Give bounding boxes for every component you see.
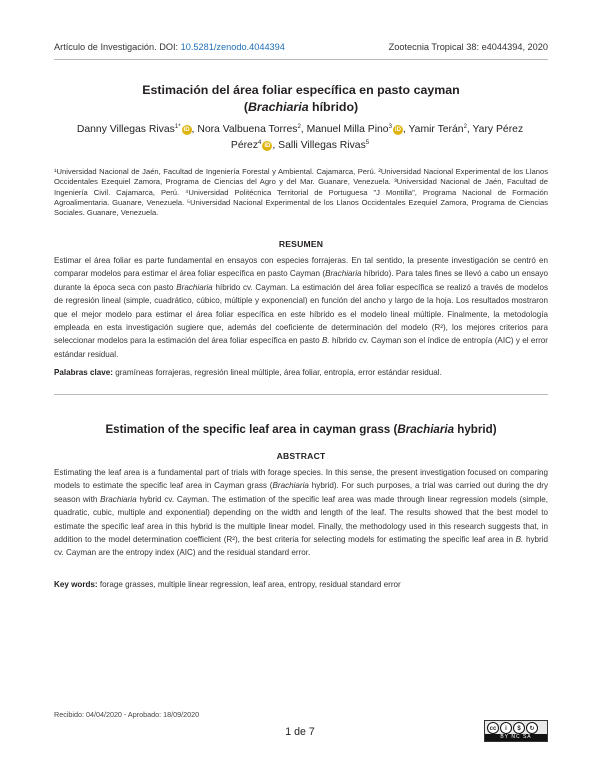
author-name: Nora Valbuena Torres$^2$	[197, 124, 301, 135]
author-name: Manuel Milla Pino$^3$ iD	[306, 124, 401, 135]
section-divider	[54, 394, 548, 395]
author-name: Danny Villegas Rivas$^{1*}$ iD	[76, 124, 190, 135]
author-affiliation-marker: 3	[388, 124, 392, 130]
article-title: Estimación del área foliar específica en pasto cayman (Brachiaria híbrido)	[142, 83, 460, 114]
received-approved-dates: Recibido: 04/04/2020 - Aprobado: 18/09/2020	[54, 710, 200, 719]
cc-license-badge[interactable]	[484, 720, 548, 742]
abstract-heading: ABSTRACT	[276, 451, 326, 461]
author-affiliation-marker: 2	[463, 124, 467, 130]
license-label: BY NC SA	[485, 734, 547, 741]
journal-citation: Zootecnia Tropical 38: e4044394, 2020	[388, 42, 548, 52]
sharealike-icon: ↻	[526, 722, 538, 734]
orcid-icon[interactable]: iD	[394, 127, 401, 133]
author-affiliation-marker: 4	[258, 140, 262, 146]
running-header	[54, 42, 548, 58]
author-list: Danny Villegas Rivas$^{1*}$ iD , Nora Valbuena Torres$^2$, Manuel Milla Pino$^3$ iD , Yamir Terán$^2$, Yary Pérez Pérez$^4$ iD , Salli Villegas Rivas$^5$	[76, 124, 524, 151]
affiliations: ¹Universidad Nacional de Jaén, Facultad de Ingeniería Forestal y Ambiental. Cajamarca, Perú. ²Universidad Nacional Experimental de los Llanos Occidentales Ezequiel Zamora, Programa de Ciencias del Agro y del Mar. Guanare, Venezuela. ³Universidad Nacional de Jaén, Facultad de Ingeniería Civil. Cajamarca, Perú. ⁴Universidad Politécnica Territorial de Portuguesa "J Montilla", Programa Nacional de Formación Agroalimentaria. Guanare, Venezuela. ⁵Universidad Nacional Experimental de los Llanos Occidentales Ezequiel Zamora, Programa de Ciencias Sociales. Guanare, Venezuela.	[54, 167, 548, 218]
author-affiliation-marker: 2	[297, 124, 301, 130]
author-name: Yary Pérez Pérez$^4$ iD	[230, 124, 524, 151]
cc-icon: cc	[487, 722, 499, 734]
page-number: 1 de 7	[285, 726, 315, 738]
article-type: Artículo de Investigación. DOI: 10.5281/zenodo.4044394	[54, 42, 285, 52]
header-divider	[54, 59, 548, 60]
resumen-text: Estimar el área foliar es parte fundamental en ensayos con especies forrajeras. En tal sentido, la presente investigación se centró en comparar modelos para estimar el área foliar específica en pasto Cayman (Brachiaria híbrido). Para tales fines se llevó a cabo un ensayo durante la época seca con pasto Brachiaria híbrido cv. Cayman. La estimación del área foliar específica se realizó a través de modelos de regresión lineal (simple, cuadrático, cúbico, múltiple y exponencial) en función del ancho y largo de la hoja. Los resultados mostraron que el mejor modelo para estimar el área foliar específica en este híbrido es el modelo lineal múltiple. Finalmente, la metodología empleada en esta investigación sugiere que, además del coeficiente de determinación del modelo (R²), los mejores criterios para seleccionar modelos para la estimación del área foliar específica en pasto B. híbrido cv. Cayman son el índice de entropía (AIC) y el error estándar residual.	[54, 256, 549, 359]
key-words: Key words: forage grasses, multiple linear regression, leaf area, entropy, residual standard error	[54, 580, 401, 589]
english-title: Estimation of the specific leaf area in cayman grass (Brachiaria hybrid)	[105, 423, 497, 436]
resumen-heading: RESUMEN	[278, 239, 324, 249]
author-affiliation-marker: 1*	[174, 124, 181, 130]
noncommercial-icon: $	[513, 722, 525, 734]
author-affiliation-marker: 5	[365, 140, 370, 146]
doi-link[interactable]: 10.5281/zenodo.4044394	[180, 42, 285, 52]
author-name: Yamir Terán$^2$	[408, 124, 467, 135]
palabras-clave: Palabras clave: gramíneas forrajeras, regresión lineal múltiple, área foliar, entropía, error estándar residual.	[54, 368, 442, 377]
orcid-icon[interactable]: iD	[264, 143, 271, 149]
attribution-icon: i	[500, 722, 512, 734]
orcid-icon[interactable]: iD	[183, 127, 190, 133]
abstract-text: Estimating the leaf area is a fundamental part of trials with forage species. In this sense, the present investigation focused on comparing models to estimate the specific leaf area in Cayman grass (Brachiaria hybrid). For such purposes, a trial was carried out during the dry season with Brachiaria hybrid cv. Cayman. The estimation of the specific leaf area was made through linear regression models (simple, quadratic, cubic, multiple and exponential) depending on the width and length of the leaf. The results showed that the best model to estimate the specific leaf area in this hybrid is the multiple linear model. Finally, the methodology used in this research suggests that, in addition to the model determination coefficient (R²), the best criteria for selecting models for estimating the specific leaf area in B. hybrid cv. Cayman are the entropy index (AIC) and the residual standard error.	[54, 468, 549, 558]
author-name: Salli Villegas Rivas$^5$	[278, 140, 370, 151]
